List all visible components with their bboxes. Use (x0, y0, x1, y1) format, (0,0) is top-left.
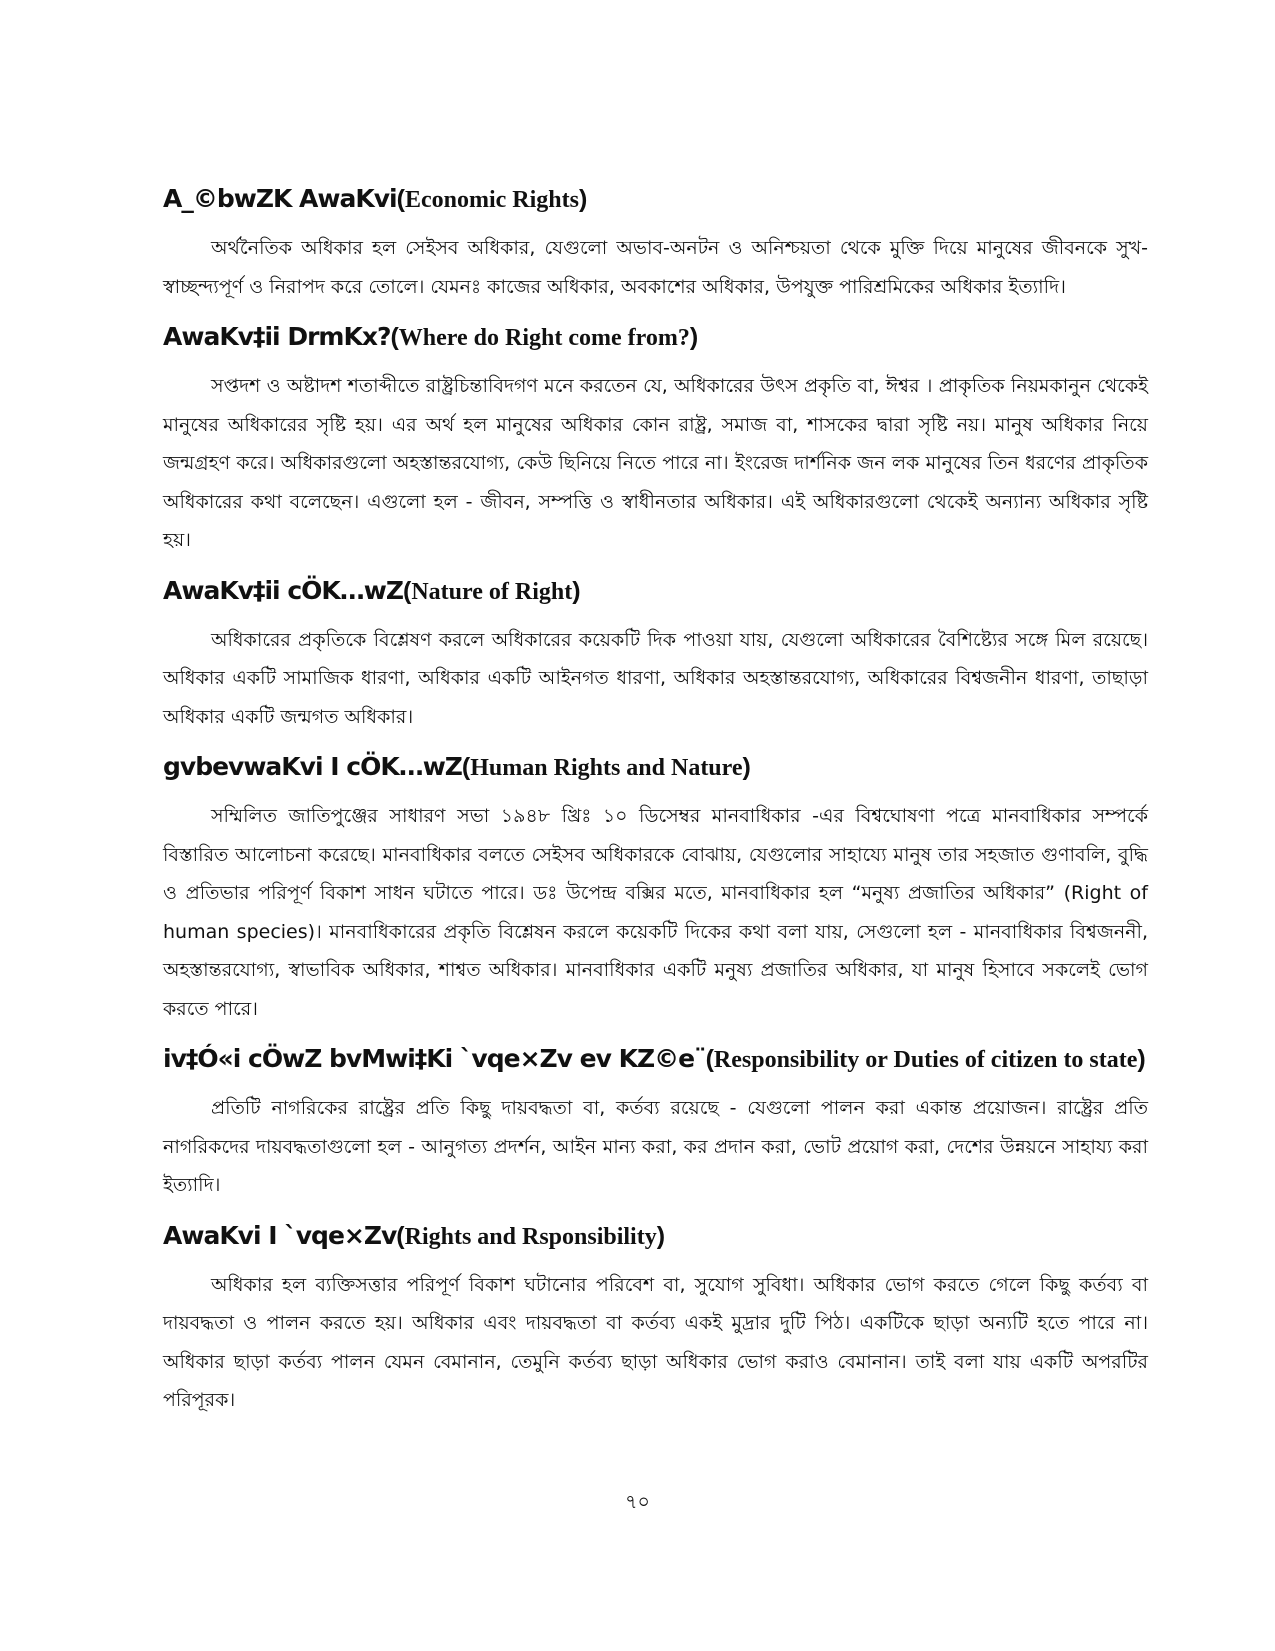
heading-paren-close: ) (572, 576, 581, 605)
section-paragraph: অধিকার হল ব্যক্তিসত্তার পরিপূর্ণ বিকাশ ঘটানোর পরিবেশ বা, সুযোগ সুবিধা। অধিকার ভোগ করতে গেলে কিছু কর্তব্য বা দায়বদ্ধতা ও পালন করতে হয়। অধিকার এবং দায়বদ্ধতা বা কর্তব্য একই মুদ্রার দুটি পিঠ। একটিকে ছাড়া অন্যটি হতে পারে না। অধিকার ছাড়া কর্তব্য পালন যেমন বেমানান, তেমুনি কর্তব্য ছাড়া অধিকার ভোগ করাও বেমানান। তাই বলা যায় একটি অপরটির পরিপূরক। (163, 1273, 1148, 1411)
heading-legacy-font-text: gvbevwaKvi I cÖK…wZ (163, 752, 462, 781)
heading-english-text: Rights and Rsponsibility (404, 1223, 657, 1250)
heading-paren-open: ( (461, 753, 471, 781)
section-rights-and-responsibility (163, 1219, 1148, 1420)
section-heading (163, 750, 1148, 785)
heading-legacy-font-text: AwaKv‡ii DrmKx? (163, 322, 391, 351)
heading-paren-close: ) (1137, 1045, 1146, 1073)
heading-paren-open: ( (396, 185, 405, 213)
heading-english-text: Economic Rights (404, 187, 579, 213)
heading-paren-open: ( (390, 323, 399, 351)
section-citizen-duties (163, 1042, 1148, 1205)
heading-english-text: Human Rights and Nature (470, 755, 743, 781)
heading-english-text: Nature of Right (411, 578, 573, 605)
heading-paren-open: ( (396, 1221, 405, 1250)
section-paragraph: অর্থনৈতিক অধিকার হল সেইসব অধিকার, যেগুলো অভাব-অনটন ও অনিশ্চয়তা থেকে মুক্তি দিয়ে মানুষের জীবনকে সুখ-স্বাচ্ছন্দ্যপূর্ণ ও নিরাপদ করে তোলে। যেমনঃ কাজের অধিকার, অবকাশের অধিকার, উপযুক্ত পারিশ্রমিকের অধিকার ইত্যাদি। (163, 237, 1148, 298)
heading-legacy-font-text: iv‡Ó«i cÖwZ bvMwi‡Ki `vqe×Zv ev KZ©e¨ (163, 1044, 706, 1073)
section-paragraph: প্রতিটি নাগরিকের রাষ্ট্রের প্রতি কিছু দায়বদ্ধতা বা, কর্তব্য রয়েছে - যেগুলো পালন করা একান্ত প্রয়োজন। রাষ্ট্রের প্রতি নাগরিকদের দায়বদ্ধতাগুলো হল - আনুগত্য প্রদর্শন, আইন মান্য করা, কর প্রদান করা, ভোট প্রয়োগ করা, দেশের উন্নয়নে সাহায্য করা ইত্যাদি। (163, 1097, 1148, 1196)
section-economic-rights (163, 182, 1148, 306)
heading-english-text: Where do Right come from? (398, 325, 690, 351)
heading-legacy-font-text: AwaKv‡ii cÖK…wZ (163, 575, 403, 605)
heading-paren-close: ) (578, 185, 588, 213)
heading-paren-open: ( (705, 1045, 714, 1073)
section-source-of-rights (163, 320, 1148, 560)
heading-paren-close: ) (656, 1221, 666, 1250)
section-paragraph: সপ্তদশ ও অষ্টাদশ শতাব্দীতে রাষ্ট্রচিন্তাবিদগণ মনে করতেন যে, অধিকারের উৎস প্রকৃতি বা, ঈশ্বর । প্রাকৃতিক নিয়মকানুন থেকেই মানুষের অধিকারের সৃষ্টি হয়। এর অর্থ হল মানুষের অধিকার কোন রাষ্ট্র, সমাজ বা, শাসকের দ্বারা সৃষ্টি নয়। মানুষ অধিকার নিয়ে জন্মগ্রহণ করে। অধিকারগুলো অহস্তান্তরযোগ্য, কেউ ছিনিয়ে নিতে পারে না। ইংরেজ দার্শনিক জন লক মানুষের তিন ধরণের প্রাকৃতিক অধিকারের কথা বলেছেন। এগুলো হল - জীবন, সম্পত্তি ও স্বাধীনতার অধিকার। এই অধিকারগুলো থেকেই অন্যান্য অধিকার সৃষ্টি হয়। (163, 375, 1149, 551)
section-human-rights (163, 750, 1148, 1028)
section-heading (163, 320, 1148, 355)
section-heading (163, 1042, 1148, 1077)
section-nature-of-right (163, 574, 1148, 737)
heading-legacy-font-text: AwaKvi I `vqe×Zv (163, 1220, 397, 1250)
page-number: ৭০ (625, 1491, 650, 1513)
section-heading (163, 182, 1148, 217)
section-paragraph: অধিকারের প্রকৃতিকে বিশ্লেষণ করলে অধিকারের কয়েকটি দিক পাওয়া যায়, যেগুলো অধিকারের বৈশিষ্ট্যের সঙ্গে মিল রয়েছে। অধিকার একটি সামাজিক ধারণা, অধিকার একটি আইনগত ধারণা, অধিকার অহস্তান্তরযোগ্য, অধিকারের বিশ্বজনীন ধারণা, তাছাড়া অধিকার একটি জন্মগত অধিকার। (163, 628, 1148, 728)
heading-english-text: Responsibility or Duties of citizen to state (713, 1047, 1138, 1073)
section-heading (163, 574, 1148, 609)
heading-paren-close: ) (742, 753, 751, 781)
heading-paren-open: ( (403, 576, 412, 605)
heading-legacy-font-text: A_©bwZK AwaKvi (163, 184, 397, 213)
section-paragraph: সম্মিলিত জাতিপুঞ্জের সাধারণ সভা ১৯৪৮ খ্রিঃ ১০ ডিসেম্বর মানবাধিকার -এর বিশ্বঘোষণা পত্রে মানবাধিকার সম্পর্কে বিস্তারিত আলোচনা করেছে। মানবাধিকার বলতে সেইসব অধিকারকে বোঝায়, যেগুলোর সাহায্যে মানুষ তার সহজাত গুণাবলি, বুদ্ধি ও প্রতিভার পরিপূর্ণ বিকাশ সাধন ঘটাতে পারে। ডঃ উপেন্দ্র বক্সির মতে, মানবাধিকার হল “মনুষ্য প্রজাতির অধিকার” (Right of human species)। মানবাধিকারের প্রকৃতি বিশ্লেষন করলে কয়েকটি দিকের কথা বলা যায়, সেগুলো হল - মানবাধিকার বিশ্বজননী, অহস্তান্তরযোগ্য, স্বাভাবিক অধিকার, শাশ্বত অধিকার। মানবাধিকার একটি মনুষ্য প্রজাতির অধিকার, যা মানুষ হিসাবে সকলেই ভোগ করতে পারে। (163, 805, 1148, 1020)
page-content (163, 182, 1148, 1434)
section-heading (163, 1219, 1148, 1254)
heading-paren-close: ) (689, 323, 699, 351)
